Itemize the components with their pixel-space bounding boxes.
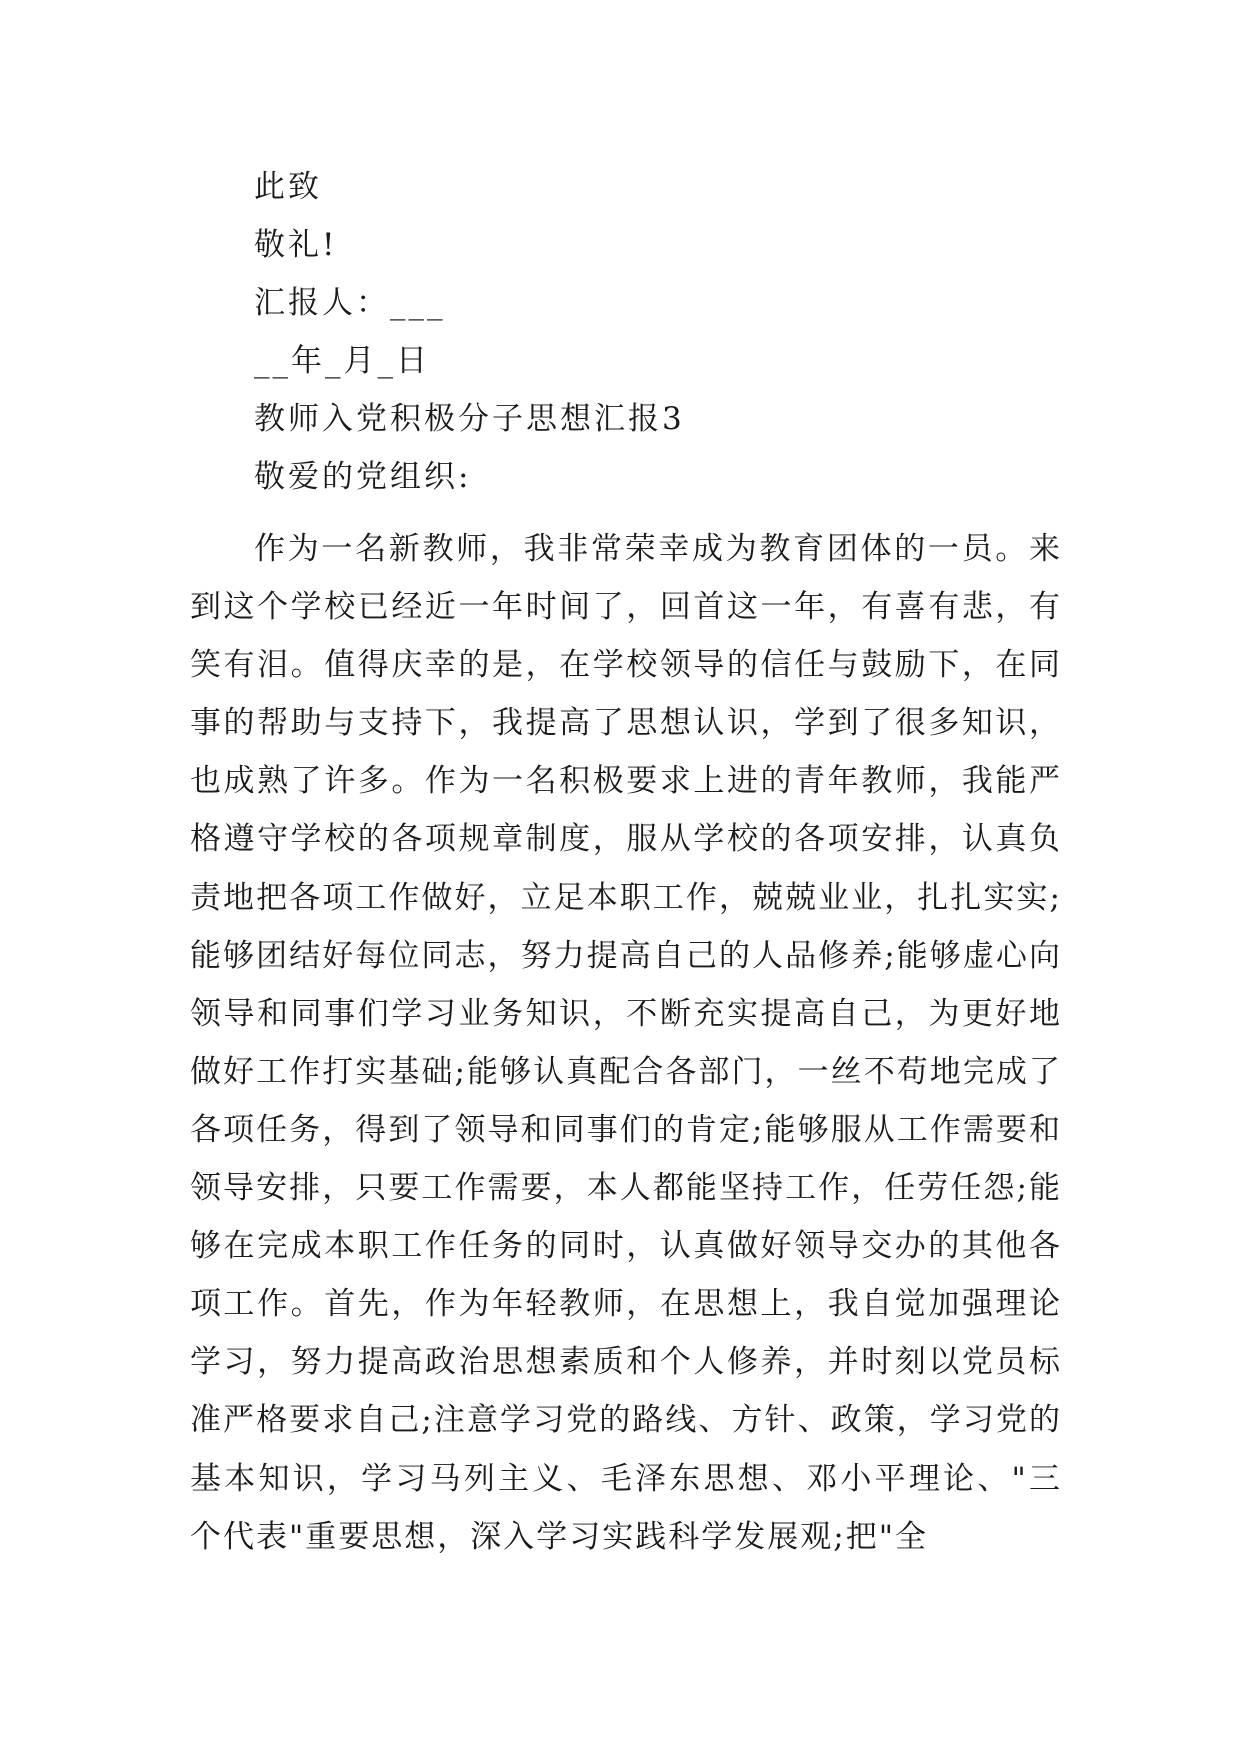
section-title: 教师入党积极分子思想汇报3 bbox=[254, 401, 685, 437]
date-line: __年_月_日 bbox=[254, 343, 430, 379]
body-paragraph: 作为一名新教师，我非常荣幸成为教育团体的一员。来到这个学校已经近一年时间了，回首这一年，有喜有悲，有笑有泪。值得庆幸的是，在学校领导的信任与鼓励下，在同事的帮助与支持下，我提高了思想认识，学到了很多知识，也成熟了许多。作为一名积极要求上进的青年教师，我能严格遵守学校的各项规章制度，服从学校的各项安排，认真负责地把各项工作做好，立足本职工作，兢兢业业，扎扎实实;能够团结好每位同志，努力提高自己的人品修养;能够虚心向领导和同事们学习业务知识，不断充实提高自己，为更好地做好工作打实基础;能够认真配合各部门，一丝不苟地完成了各项任务，得到了领导和同事们的肯定;能够服从工作需要和领导安排，只要工作需要，本人都能坚持工作，任劳任怨;能够在完成本职工作任务的同时，认真做好领导交办的其他各项工作。首先，作为年轻教师，在思想上，我自觉加强理论学习，努力提高政治思想素质和个人修养，并时刻以党员标准严格要求自己;注意学习党的路线、方针、政策，学习党的基本知识，学习马列主义、毛泽东思想、邓小平理论、"三个代表"重要思想，深入学习实践科学发展观;把"全 bbox=[190, 531, 1062, 1555]
greeting-line: 敬爱的党组织: bbox=[254, 459, 472, 495]
reporter-line: 汇报人：___ bbox=[254, 285, 446, 321]
closing-line: 此致 bbox=[254, 169, 322, 205]
salute-line: 敬礼! bbox=[254, 227, 338, 263]
